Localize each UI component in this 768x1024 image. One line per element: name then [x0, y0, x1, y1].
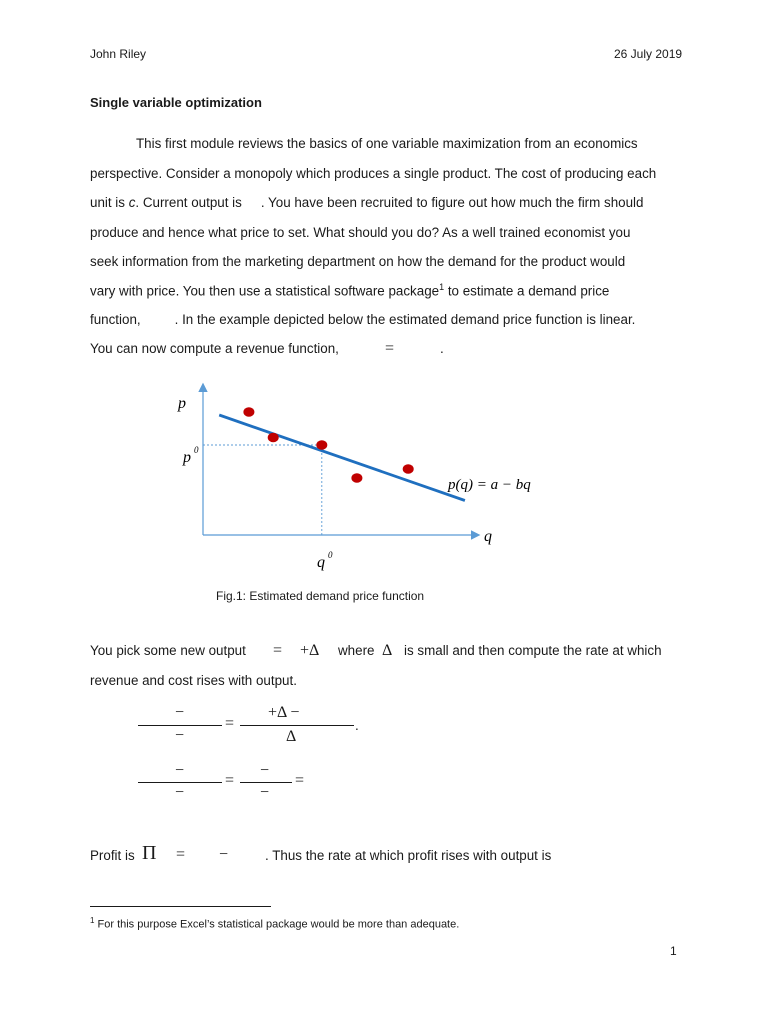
- paragraph-line: [90, 312, 635, 327]
- equals-sign: =: [273, 642, 283, 659]
- text-span: is small and then compute the rate at which: [404, 643, 662, 658]
- text-span: unit is: [90, 195, 129, 210]
- text-span: where: [338, 643, 375, 658]
- paragraph-line: You can now compute a revenue function,: [90, 341, 339, 356]
- eq1-numerator: −: [175, 704, 185, 721]
- profit-symbol: Π: [142, 842, 157, 864]
- text-span: . Thus the rate at which profit rises with output is: [265, 848, 552, 863]
- paragraph-line: revenue and cost rises with output.: [90, 673, 297, 688]
- demand-chart: [160, 375, 540, 575]
- eq1-equals: =: [225, 715, 235, 732]
- data-point-3: [316, 440, 327, 450]
- p0-label: p: [183, 449, 191, 466]
- footnote-mark: 1: [90, 916, 95, 925]
- x-axis-label: q: [484, 528, 492, 545]
- footnote: [90, 916, 459, 931]
- text-span: to estimate a demand price: [444, 283, 610, 299]
- eq2-right-fraction-bar: [240, 782, 292, 783]
- page-number: 1: [670, 944, 677, 958]
- eq2-right-denominator: −: [260, 784, 270, 801]
- text-span: Profit is: [90, 848, 135, 863]
- paragraph-line: This first module reviews the basics of one variable maximization from an economics: [136, 136, 638, 151]
- eq1-right-numerator: +Δ −: [268, 704, 300, 721]
- cost-symbol: c: [128, 195, 136, 210]
- paragraph-line: perspective. Consider a monopoly which produces a single product. The cost of producing each: [90, 166, 657, 181]
- data-point-5: [403, 464, 414, 474]
- text-span: . You have been recruited to figure out how much the firm should: [260, 195, 644, 210]
- demand-fit-line: [219, 415, 465, 501]
- paragraph-line: You pick some new output: [90, 643, 246, 658]
- section-title: Single variable optimization: [90, 95, 262, 110]
- text-span: vary with price. You then use a statistical software package: [90, 283, 440, 299]
- footnote-rule: [90, 906, 271, 907]
- eq2-fraction-bar: [138, 782, 222, 783]
- text-span: . Current output is: [135, 195, 242, 210]
- delta-symbol: Δ: [382, 642, 393, 659]
- figure-caption: Fig.1: Estimated demand price function: [216, 589, 425, 603]
- eq2-equals: =: [225, 772, 235, 789]
- demand-function-label: p(q) = a − bq: [448, 477, 531, 493]
- eq2-numerator: −: [175, 762, 185, 779]
- eq2-right-numerator: −: [260, 762, 270, 779]
- eq1-right-fraction-bar: [240, 725, 354, 726]
- footnote-ref: 1: [439, 282, 445, 292]
- data-point-1: [243, 407, 254, 417]
- period: .: [440, 341, 444, 356]
- eq1-period: .: [355, 718, 359, 733]
- q0-label: q: [317, 554, 325, 571]
- paragraph-line: [90, 195, 643, 210]
- eq1-fraction-bar: [138, 725, 222, 726]
- text-span: function,: [90, 312, 141, 327]
- minus-sign: −: [219, 846, 229, 863]
- paragraph-line: [90, 282, 609, 298]
- p0-superscript: 0: [194, 445, 199, 455]
- eq1-denominator: −: [175, 727, 185, 744]
- footnote-text: For this purpose Excel’s statistical package would be more than adequate.: [94, 918, 460, 931]
- plus-delta: +Δ: [300, 642, 320, 659]
- paragraph-line: produce and hence what price to set. What should you do? As a well trained economist you: [90, 225, 631, 240]
- y-axis-label: p: [178, 395, 186, 412]
- eq2-denominator: −: [175, 784, 185, 801]
- eq1-right-denominator: Δ: [286, 728, 297, 745]
- eq2-equals-end: =: [295, 772, 305, 789]
- equals-sign: =: [176, 846, 186, 863]
- text-span: . In the example depicted below the estimated demand price function is linear.: [174, 312, 636, 327]
- data-point-4: [351, 473, 362, 483]
- header-date: 26 July 2019: [614, 47, 683, 61]
- header-author: John Riley: [90, 47, 147, 61]
- equals-sign: =: [385, 340, 395, 357]
- data-point-2: [268, 433, 279, 443]
- paragraph-line: seek information from the marketing department on how the demand for the product would: [90, 254, 626, 269]
- q0-superscript: 0: [328, 550, 333, 560]
